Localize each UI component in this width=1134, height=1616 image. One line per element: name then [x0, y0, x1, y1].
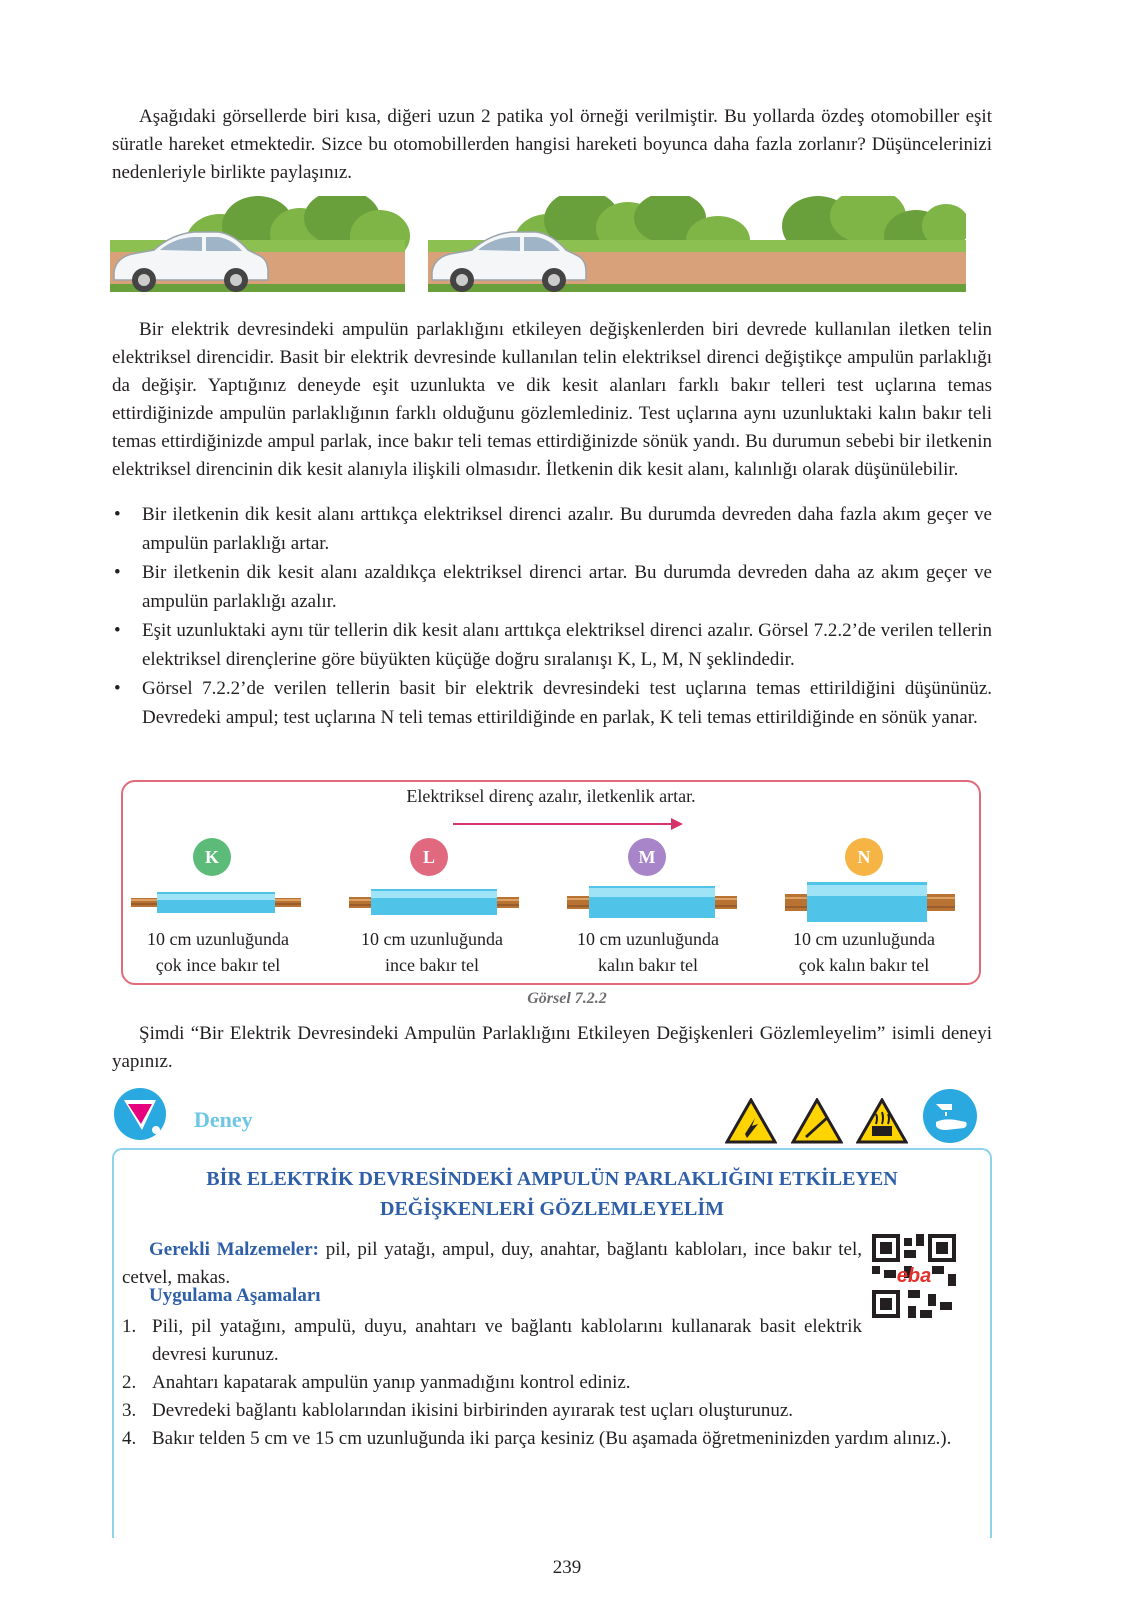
- transition-paragraph: Şimdi “Bir Elektrik Devresindeki Ampulün Parlaklığını Etkileyen Değişkenleri Gözlemleyelim” isimli deneyi yapınız.: [112, 1023, 992, 1072]
- bullet-list: [112, 500, 992, 732]
- figure-box: [121, 780, 981, 985]
- steps-list: [122, 1313, 982, 1453]
- road-illustrations: [110, 196, 966, 292]
- list-item: 2. Anahtarı kapatarak ampulün yanıp yanmadığını kontrol ediniz.: [122, 1372, 631, 1393]
- list-item: 3. Devredeki bağlantı kablolarından ikisini birbirinden ayırarak test uçları oluşturunuz.: [122, 1400, 794, 1421]
- list-item: • Bir iletkenin dik kesit alanı azaldıkça elektriksel direnci artar. Bu durumda devreden daha az akım geçer ve ampulün parlaklığı azalır.: [112, 558, 992, 616]
- badge-l: L: [410, 838, 448, 876]
- experiment-box: [112, 1148, 992, 1538]
- wire-l-label: 10 cm uzunluğunda ince bakır tel: [361, 929, 503, 975]
- list-item: • Eşit uzunluktaki aynı tür tellerin dik kesit alanı arttıkça elektriksel direnci azalır. Görsel 7.2.2’de verilen tellerin elektriksel dirençlerine göre büyükten küçüğe doğru sıralanışı K, L, M, N şeklindedir.: [112, 616, 992, 674]
- wire-n-label: 10 cm uzunluğunda çok kalın bakır tel: [793, 929, 935, 975]
- short-road: [110, 196, 410, 292]
- experiment-label: Deney: [194, 1107, 253, 1132]
- wire-n: [785, 882, 955, 922]
- figure-title: Elektriksel direnç azalır, iletkenlik artar.: [406, 786, 696, 806]
- materials-label: Gerekli Malzemeler:: [149, 1239, 319, 1260]
- main-paragraph: Bir elektrik devresindeki ampulün parlaklığını etkileyen değişkenlerden biri devrede kullanılan iletken telin elektriksel direncidir. Basit bir elektrik devresinde kullanılan telin elektriksel direnci değiştikçe ampulün parlaklığı da değişir. Yaptığınız deneyde eşit uzunlukta ve dik kesit alanları farklı bakır telleri test uçlarına temas ettirdiğinizde ampulün parlaklığının farklı olduğunu gözlemlediniz. Test uçlarına aynı uzunluktaki kalın bakır teli temas ettirdiğinizde ampul parlak, ince bakır teli temas ettirdiğinizde sönük yandı. Bu durumun sebebi bir iletkenin elektriksel direncinin dik kesit alanıyla ilişkili olmasıdır. İletkenin dik kesit alanı, kalınlığı olarak düşünülebilir.: [112, 319, 992, 480]
- list-item: 4. Bakır telden 5 cm ve 15 cm uzunluğunda iki parça kesiniz (Bu aşamada öğretmeninizden yardım alınız.).: [122, 1428, 952, 1449]
- electric-warning-icon: [725, 1098, 777, 1144]
- wash-hands-icon: [922, 1088, 978, 1144]
- wire-m-label: 10 cm uzunluğunda kalın bakır tel: [577, 929, 719, 975]
- wire-k: [131, 882, 301, 922]
- experiment-icon: [112, 1086, 168, 1142]
- list-item: 1. Pili, pil yatağını, ampulü, duyu, anahtarı ve bağlantı kablolarını kullanarak basit elektrik devresi kurunuz.: [122, 1316, 862, 1365]
- intro-paragraph: Aşağıdaki görsellerde biri kısa, diğeri uzun 2 patika yol örneği verilmiştir. Bu yollarda özdeş otomobiller eşit süratle hareket etmektedir. Sizce bu otomobillerden hangisi hareketi boyunca daha fazla zorlanır? Düşüncelerinizi nedenleriyle birlikte paylaşınız.: [112, 106, 992, 183]
- list-item: • Görsel 7.2.2’de verilen tellerin basit bir elektrik devresindeki test uçlarına temas ettirildiğini düşününüz. Devredeki ampul; test uçlarına N teli temas ettirildiğinde en parlak, K teli temas ettirildiğinde en sönük yanar.: [112, 674, 992, 732]
- figure-caption: Görsel 7.2.2: [527, 990, 607, 1007]
- wire-m: [567, 882, 737, 922]
- steps-label: Uygulama Aşamaları: [149, 1285, 321, 1306]
- wire-k-label: 10 cm uzunluğunda çok ince bakır tel: [147, 929, 289, 975]
- arrow-right-icon: [453, 816, 683, 832]
- wire-l: [349, 882, 519, 922]
- badge-n: N: [845, 838, 883, 876]
- badge-m: M: [628, 838, 666, 876]
- page-number: 239: [552, 1557, 582, 1578]
- sharp-object-warning-icon: [791, 1098, 843, 1144]
- experiment-title: BİR ELEKTRİK DEVRESİNDEKİ AMPULÜN PARLAKLIĞINI ETKİLEYEN DEĞİŞKENLERİ GÖZLEMLEYELİM: [206, 1168, 898, 1220]
- long-road: [428, 196, 966, 292]
- list-item: • Bir iletkenin dik kesit alanı arttıkça elektriksel direnci azalır. Bu durumda devreden daha fazla akım geçer ve ampulün parlaklığı artar.: [112, 500, 992, 558]
- badge-k: K: [193, 838, 231, 876]
- qr-code-icon[interactable]: [872, 1234, 956, 1318]
- materials-text: pil, pil yatağı, ampul, duy, anahtar, bağlantı kabloları, ince bakır tel, cetvel, makas.: [122, 1239, 862, 1288]
- heat-warning-icon: [856, 1098, 908, 1144]
- eba-logo: eba: [896, 1265, 932, 1287]
